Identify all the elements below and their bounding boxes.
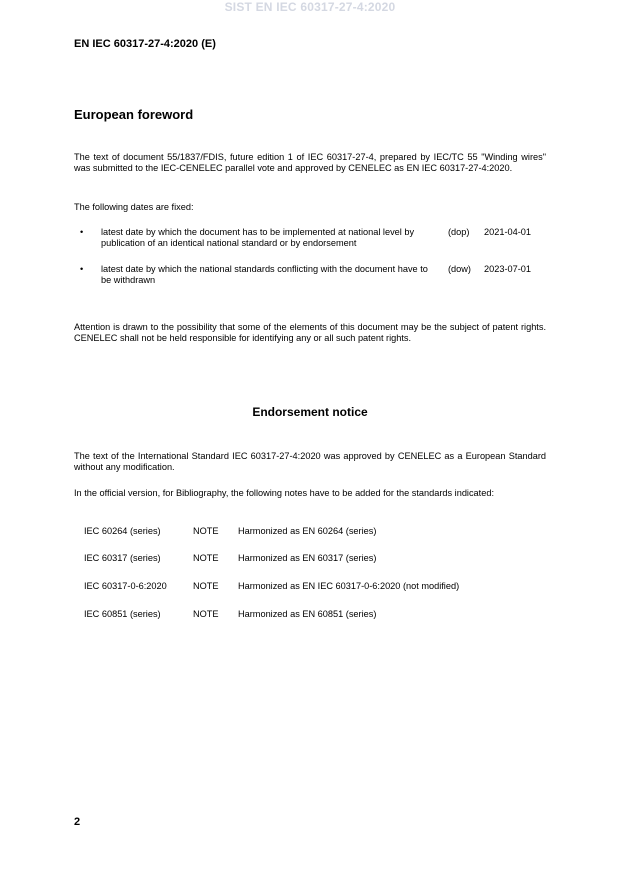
- date-description: latest date by which the document has to be implemented at national level by publication of an identical national standard or by endorsement: [101, 227, 415, 248]
- note-text: Harmonized as EN 60317 (series): [238, 553, 377, 563]
- note-standard: IEC 60851 (series): [84, 609, 161, 619]
- watermark: SIST EN IEC 60317-27-4:2020: [224, 0, 396, 14]
- note-label: NOTE: [193, 553, 219, 563]
- endorsement-paragraph: The text of the International Standard IEC 60317-27-4:2020 was approved by CENELEC as a European Standard without any modification.: [74, 451, 546, 472]
- date-description: latest date by which the national standards conflicting with the document have to be withdrawn: [101, 264, 428, 285]
- date-value: 2023-07-01: [484, 264, 531, 274]
- note-label: NOTE: [193, 609, 219, 619]
- date-code: (dow): [448, 264, 471, 274]
- note-text: Harmonized as EN IEC 60317-0-6:2020 (not modified): [238, 581, 460, 591]
- date-row-dop: [74, 227, 554, 251]
- note-label: NOTE: [193, 581, 219, 591]
- note-standard: IEC 60264 (series): [84, 526, 161, 536]
- note-text: Harmonized as EN 60264 (series): [238, 526, 377, 536]
- date-code: (dop): [448, 227, 470, 237]
- endorsement-heading: Endorsement notice: [252, 405, 368, 419]
- dates-intro: The following dates are fixed:: [74, 202, 194, 212]
- note-label: NOTE: [193, 526, 219, 536]
- bullet: •: [80, 264, 84, 274]
- bullet: •: [80, 227, 84, 237]
- date-value: 2021-04-01: [484, 227, 531, 237]
- date-row-dow: [74, 264, 554, 288]
- patent-attention-paragraph: Attention is drawn to the possibility that some of the elements of this document may be the subject of patent rights. CENELEC shall not be held responsible for identifying any or all such patent rights.: [74, 322, 546, 343]
- foreword-intro-paragraph: The text of document 55/1837/FDIS, future edition 1 of IEC 60317-27-4, prepared by IEC/TC 55 "Winding wires" was submitted to the IEC-CENELEC parallel vote and approved by CENELEC as EN IEC 60317-27-4:2020.: [74, 152, 546, 173]
- foreword-heading: European foreword: [74, 107, 194, 122]
- page-number: 2: [74, 816, 81, 828]
- document-id-header: EN IEC 60317-27-4:2020 (E): [74, 38, 216, 50]
- note-standard: IEC 60317 (series): [84, 553, 161, 563]
- note-text: Harmonized as EN 60851 (series): [238, 609, 377, 619]
- bibliography-intro: In the official version, for Bibliography, the following notes have to be added for the standards indicated:: [74, 488, 494, 498]
- note-standard: IEC 60317-0-6:2020: [84, 581, 167, 591]
